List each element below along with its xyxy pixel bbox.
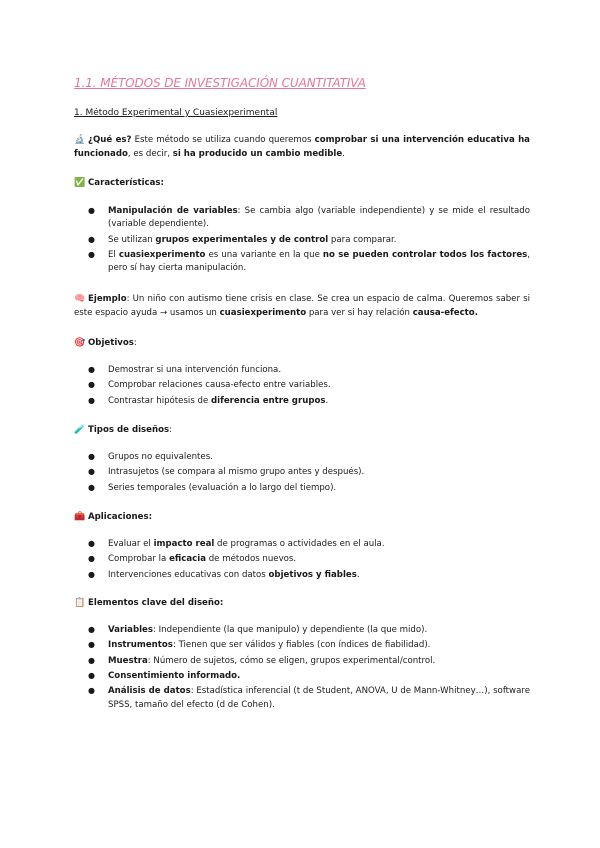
ejemplo-label: Ejemplo: [88, 294, 127, 304]
section-title: Tipos de diseños: [88, 425, 170, 435]
section-title: Características:: [88, 178, 164, 188]
bullet-icon: ●: [88, 206, 95, 215]
list-item: [74, 205, 530, 232]
list-item: [74, 670, 530, 683]
list-item: [74, 482, 530, 495]
text: Intrasujetos (se compara al mismo grupo antes y después).: [108, 467, 365, 478]
list-item: [74, 234, 530, 247]
check-icon: ✅: [74, 178, 86, 188]
ejemplo-paragraph: [74, 293, 530, 320]
text: El: [108, 249, 119, 260]
bullet-icon: ●: [88, 452, 95, 461]
text: : Un niño con autismo tiene crisis en clase. Se crea un espacio de calma. Queremos saber si este espacio ayuda → usamos un: [74, 294, 530, 318]
que-es-paragraph: [74, 134, 530, 161]
text: para ver si hay relación: [306, 307, 413, 318]
text: : Número de sujetos, cómo se eligen, grupos experimental/control.: [147, 655, 436, 666]
text-bold: no se pueden controlar todos los factores: [322, 249, 528, 260]
elementos-title: [74, 597, 530, 611]
page-heading: 1.1. MÉTODOS DE INVESTIGACIÓN CUANTITATIVA: [74, 76, 366, 90]
text: de programas o actividades en el aula.: [214, 539, 385, 549]
text-bold: diferencia entre grupos: [211, 395, 326, 406]
text: , es decir,: [127, 148, 173, 159]
list-item: [74, 364, 530, 377]
section-title: Aplicaciones:: [88, 512, 153, 522]
elementos-list: [74, 624, 530, 714]
text-bold: objetivos y fiables: [268, 569, 357, 580]
disenos-title: [74, 424, 530, 438]
text: para comparar.: [328, 234, 397, 245]
text-bold: Análisis de datos: [108, 686, 191, 697]
text: Este método se utiliza cuando queremos: [131, 135, 315, 145]
text: Grupos no equivalentes.: [108, 452, 213, 462]
text: .: [325, 395, 329, 406]
brain-icon: 🧠: [74, 294, 86, 304]
bullet-icon: ●: [88, 539, 95, 548]
list-item: [74, 639, 530, 652]
text: Intervenciones educativas con datos: [108, 569, 269, 580]
section-title: Objetivos: [88, 338, 134, 348]
text-bold: Variables: [108, 625, 154, 635]
text-bold: cuasiexperimento: [219, 307, 307, 318]
text: Evaluar el: [108, 539, 154, 549]
bullet-icon: ●: [88, 625, 95, 634]
bullet-icon: ●: [88, 569, 95, 579]
text: Series temporales (evaluación a lo largo del tiempo).: [108, 482, 337, 493]
list-item: [74, 395, 530, 408]
bullet-icon: ●: [88, 249, 95, 259]
text: : Independiente (la que manipulo) y dependiente (la que mido).: [153, 625, 428, 635]
bullet-icon: ●: [88, 234, 95, 244]
text-bold: Manipulación de variables: [108, 206, 238, 216]
text-bold: impacto real: [153, 539, 215, 549]
text-bold: Muestra: [108, 655, 148, 666]
text: de métodos nuevos.: [206, 554, 297, 565]
text-bold: causa-efecto.: [412, 307, 478, 318]
text: : Estadística inferencial (t de Student, ANOVA, U de Mann-Whitney…), software SPSS, tamaño del efecto (d de Cohen).: [108, 686, 530, 710]
bullet-icon: ●: [88, 640, 95, 650]
aplicaciones-title: [74, 511, 530, 525]
aplicaciones-list: [74, 538, 530, 584]
text: :: [133, 338, 137, 348]
text-bold: comprobar si una intervención educativa ha funcionado: [74, 135, 530, 159]
que-es-label: ¿Qué es?: [88, 135, 132, 145]
test-tube-icon: 🧪: [74, 425, 86, 435]
text: es una variante en la que: [205, 249, 323, 260]
text: : Se cambia algo (variable independiente) y se mide el resultado (variable dependiente).: [108, 206, 530, 230]
list-item: [74, 451, 530, 464]
text: :: [169, 425, 173, 435]
text: .: [356, 569, 360, 580]
list-item: [74, 379, 530, 392]
list-item: [74, 249, 530, 276]
caracteristicas-title: [74, 177, 530, 191]
bullet-icon: ●: [88, 467, 95, 477]
text: Comprobar la: [108, 554, 170, 565]
text-bold: Instrumentos: [108, 640, 173, 651]
bullet-icon: ●: [88, 554, 95, 564]
text-bold: cuasiexperimento: [118, 249, 206, 260]
text: Contrastar hipótesis de: [108, 395, 212, 406]
bullet-icon: ●: [88, 686, 95, 696]
microscope-icon: 🔬: [74, 135, 86, 145]
list-item: [74, 569, 530, 582]
caracteristicas-list: [74, 205, 530, 278]
section-title: Elementos clave del diseño:: [88, 598, 224, 608]
section-subheading: 1. Método Experimental y Cuasiexperimental: [74, 108, 278, 118]
objetivos-list: [74, 364, 530, 410]
target-icon: 🎯: [74, 338, 86, 348]
list-item: [74, 624, 530, 637]
toolbox-icon: 🧰: [74, 512, 86, 522]
text: Comprobar relaciones causa-efecto entre variables.: [108, 380, 331, 391]
list-item: [74, 655, 530, 668]
text: : Tienen que ser válidos y fiables (con índices de fiabilidad).: [172, 640, 431, 651]
text-bold: grupos experimentales y de control: [155, 234, 329, 245]
bullet-icon: ●: [88, 655, 95, 665]
disenos-list: [74, 451, 530, 497]
bullet-icon: ●: [88, 670, 95, 680]
list-item: [74, 553, 530, 566]
list-item: [74, 466, 530, 479]
text: Se utilizan: [108, 234, 156, 245]
list-item: [74, 685, 530, 712]
list-item: [74, 538, 530, 551]
text-bold: eficacia: [169, 554, 206, 565]
text: .: [342, 148, 345, 159]
text: , pero sí hay cierta manipulación.: [108, 249, 530, 274]
objetivos-title: [74, 337, 530, 351]
bullet-icon: ●: [88, 395, 95, 405]
bullet-icon: ●: [88, 380, 95, 390]
bullet-icon: ●: [88, 482, 95, 492]
text: Demostrar si una intervención funciona.: [108, 365, 282, 375]
text-bold: Consentimiento informado.: [108, 670, 241, 681]
bullet-icon: ●: [88, 365, 95, 374]
text-bold: si ha producido un cambio medible: [172, 148, 343, 159]
clipboard-icon: 📋: [74, 598, 86, 608]
